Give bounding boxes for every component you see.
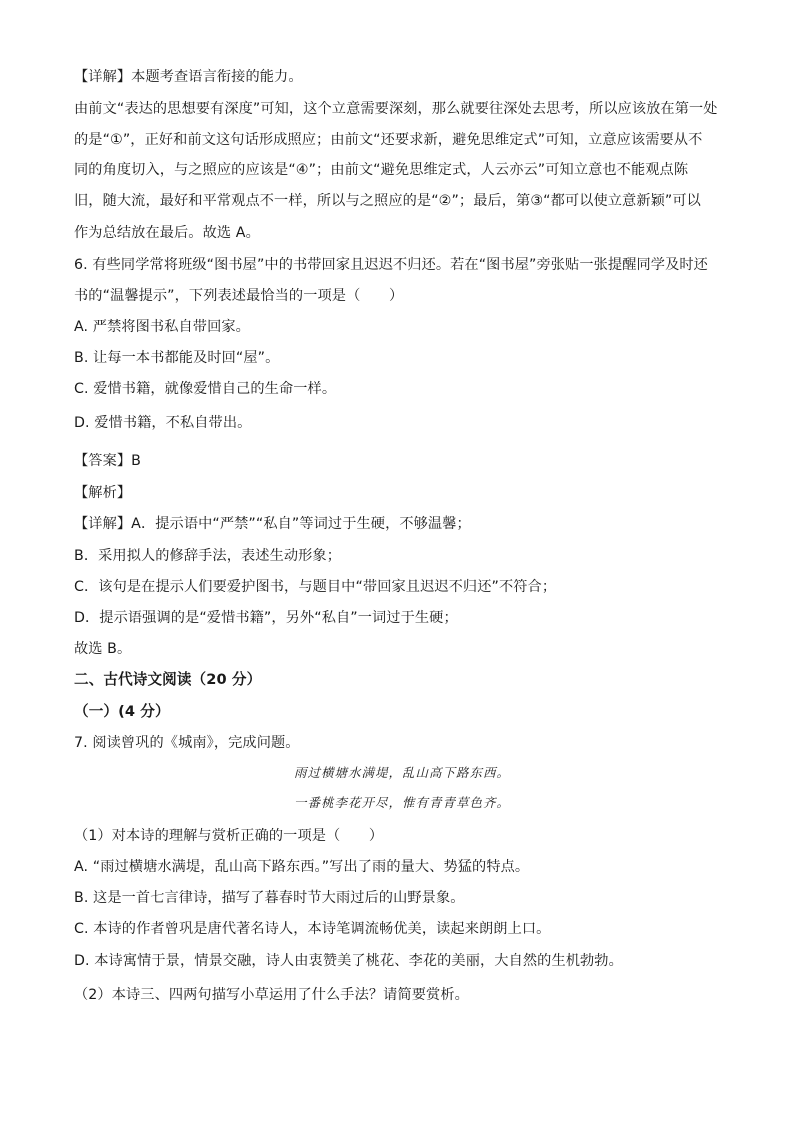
question-6-option-b: B. 让每一本书都能及时回“屋”。 [74,350,280,366]
analysis-label: 【解析】 [74,485,132,501]
question-7-option-b: B. 这是一首七言律诗，描写了暮春时节大雨过后的山野景象。 [74,890,465,906]
question-7-option-d: D. 本诗寓情于景，情景交融，诗人由衷赞美了桃花、李花的美丽，大自然的生机勃勃。 [74,953,623,969]
subsection-heading: （一）(4 分） [74,703,170,720]
question-7-option-c: C. 本诗的作者曾巩是唐代著名诗人，本诗笔调流畅优美，读起来朗朗上口。 [74,921,551,937]
question-6-option-a: A. 严禁将图书私自带回家。 [74,319,250,335]
answer-label: 【答案】B [74,453,141,469]
analysis-line-b: B．采用拟人的修辞手法，表述生动形象； [74,548,342,564]
question-7-part-2: （2）本诗三、四两句描写小草运用了什么手法？请简要赏析。 [74,987,469,1003]
detail-explanation-header: 【详解】本题考查语言衔接的能力。 [74,69,303,85]
analysis-line-a: 【详解】A．提示语中“严禁”“私自”等词过于生硬，不够温馨； [74,516,471,532]
question-6-option-d: D. 爱惜书籍，不私自带出。 [74,415,252,431]
analysis-line-c: C．该句是在提示人们要爱护图书，与题目中“带回家且迟迟不归还”不符合； [74,579,557,595]
question-7-stem: 7. 阅读曾巩的《城南》，完成问题。 [74,735,300,751]
poem-line-2: 一番桃李花开尽，惟有青青草色齐。 [293,795,510,810]
explanation-line-4: 旧，随大流，最好和平常观点不一样，所以与之照应的是“②”；最后，第③“都可以使立意新颖”可以 [74,193,701,209]
question-6-option-c: C. 爱惜书籍，就像爱惜自己的生命一样。 [74,381,337,397]
question-7-part-1: （1）对本诗的理解与赏析正确的一项是（ ） [74,828,384,844]
analysis-line-d: D．提示语强调的是“爱惜书籍”，另外“私自”一词过于生硬； [74,610,458,626]
explanation-line-5: 作为总结放在最后。故选 A。 [74,225,260,241]
analysis-conclusion: 故选 B。 [74,641,132,657]
question-6-stem-line-2: 书的“温馨提示”，下列表述最恰当的一项是（ ） [74,288,404,304]
question-6-stem-line-1: 6. 有些同学常将班级“图书屋”中的书带回家且迟迟不归还。若在“图书屋”旁张贴一张提醒同学及时还 [74,257,708,273]
explanation-line-1: 由前文“表达的思想要有深度”可知，这个立意需要深刻，那么就要往深处去思考，所以应该放在第一处 [74,101,718,117]
explanation-line-3: 同的角度切入，与之照应的应该是“④”；由前文“避免思维定式，人云亦云”可知立意也不能观点陈 [74,162,689,178]
section-heading: 二、古代诗文阅读（20 分） [74,671,262,688]
poem-line-1: 雨过横塘水满堤，乱山高下路东西。 [293,765,510,780]
question-7-option-a: A. “雨过横塘水满堤，乱山高下路东西。”写出了雨的量大、势猛的特点。 [74,859,530,875]
explanation-line-2: 的是“①”，正好和前文这句话形成照应；由前文“还要求新，避免思维定式”可知，立意应该需要从不 [74,132,703,148]
